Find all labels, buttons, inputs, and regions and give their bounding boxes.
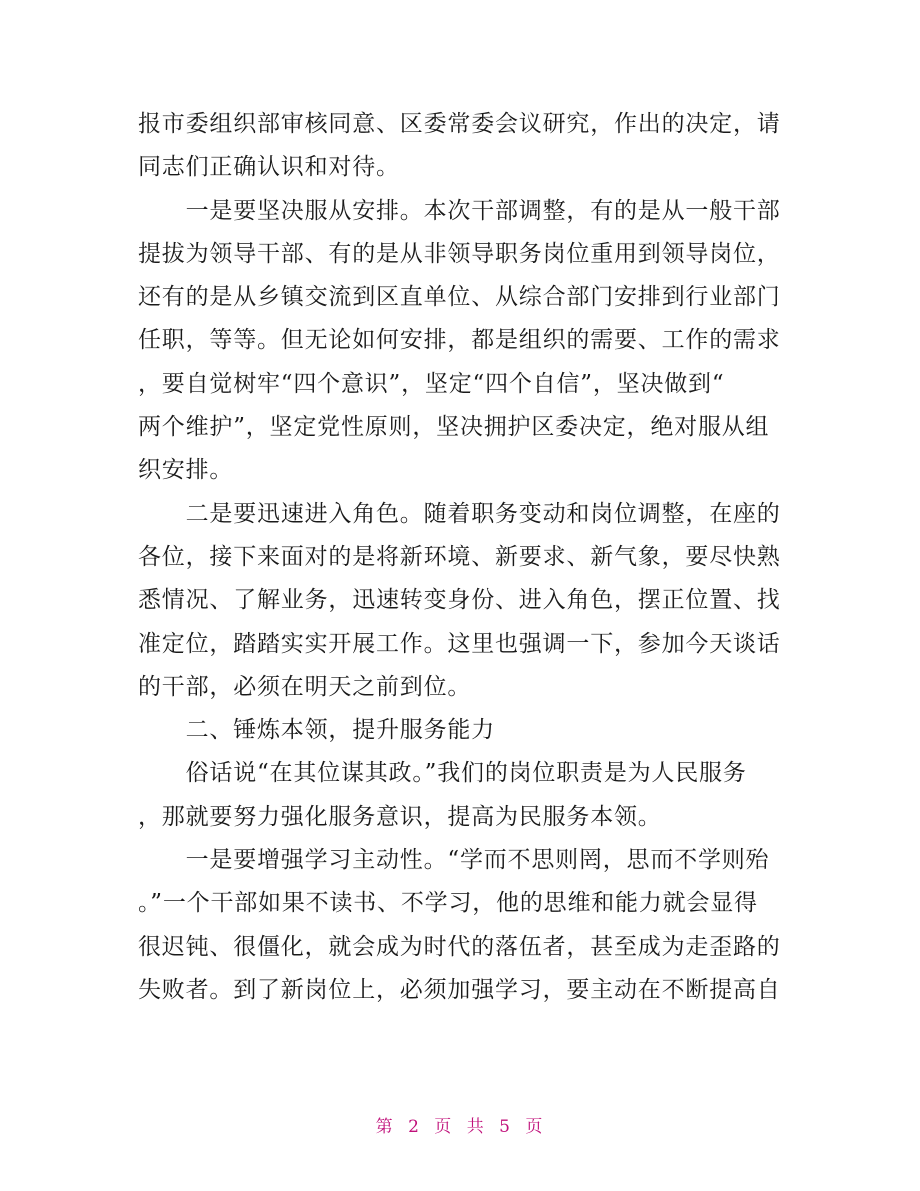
page-footer bbox=[0, 1112, 920, 1137]
text-line: 悉情况、了解业务，迅速转变身份、进入角色，摆正位置、找 bbox=[138, 587, 781, 614]
text-line: 俗话说“在其位谋其政。”我们的岗位职责是为人民服务 bbox=[138, 760, 747, 787]
text-line: 同志们正确认识和对待。 bbox=[138, 154, 400, 181]
text-line: 两个维护”，坚定党性原则，坚决拥护区委决定，绝对服从组 bbox=[138, 414, 770, 441]
footer-prefix: 第 bbox=[375, 1117, 395, 1137]
text-line: 一是要增强学习主动性。“学而不思则罔，思而不学则殆 bbox=[138, 847, 770, 874]
text-line: 一是要坚决服从安排。本次干部调整，有的是从一般干部 bbox=[138, 197, 781, 224]
text-line: 二是要迅速进入角色。随着职务变动和岗位调整，在座的 bbox=[138, 500, 781, 527]
text-line: 提拔为领导干部、有的是从非领导职务岗位重用到领导岗位， bbox=[138, 240, 781, 267]
footer-current-page: 2 bbox=[408, 1117, 421, 1137]
section-heading: 二、锤炼本领，提升服务能力 bbox=[138, 717, 495, 744]
text-line: 很迟钝、很僵化，就会成为时代的落伍者，甚至成为走歪路的 bbox=[138, 933, 781, 960]
footer-suffix: 页 bbox=[525, 1117, 545, 1137]
text-line: 报市委组织部审核同意、区委常委会议研究，作出的决定，请 bbox=[138, 111, 781, 137]
text-line: 准定位，踏踏实实开展工作。这里也强调一下，参加今天谈话 bbox=[138, 630, 781, 657]
footer-page-word: 页 bbox=[434, 1117, 454, 1137]
text-line: 。”一个干部如果不读书、不学习，他的思维和能力就会显得 bbox=[138, 890, 758, 917]
text-line: 织安排。 bbox=[138, 457, 234, 484]
text-line: 失败者。到了新岗位上，必须加强学习，要主动在不断提高自 bbox=[138, 976, 781, 1003]
footer-total-word: 共 bbox=[466, 1117, 486, 1137]
text-line: 各位，接下来面对的是将新环境、新要求、新气象，要尽快熟 bbox=[138, 543, 781, 570]
text-line: ，要自觉树牢“四个意识”，坚定“四个自信”，坚决做到“ bbox=[138, 370, 725, 397]
text-line: ，那就要努力强化服务意识，提高为民服务本领。 bbox=[138, 803, 662, 830]
document-body bbox=[138, 103, 786, 1012]
text-line: 的干部，必须在明天之前到位。 bbox=[138, 673, 472, 700]
footer-total-pages: 5 bbox=[499, 1117, 512, 1137]
text-line: 还有的是从乡镇交流到区直单位、从综合部门安排到行业部门 bbox=[138, 284, 781, 311]
text-line: 任职，等等。但无论如何安排，都是组织的需要、工作的需求 bbox=[138, 327, 781, 354]
